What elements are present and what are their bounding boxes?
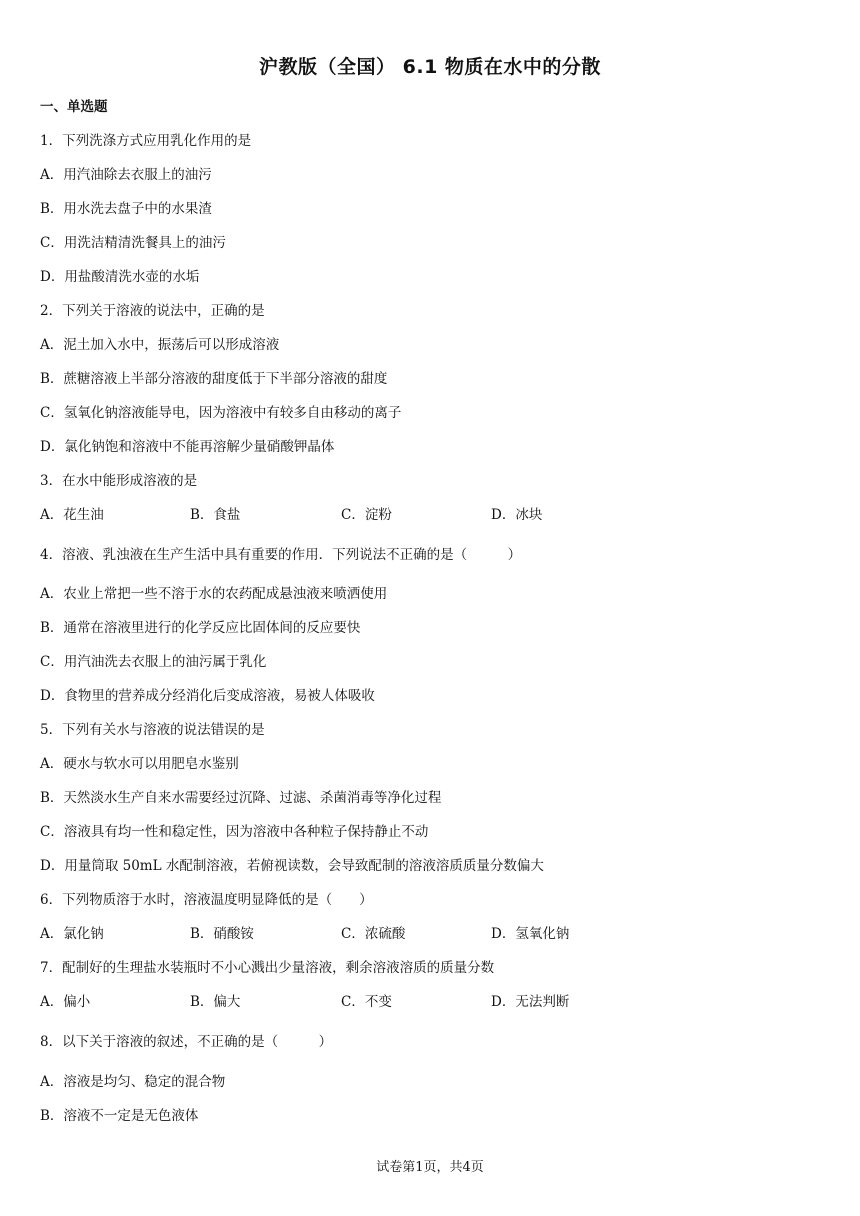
question-6-option-c: C．浓硫酸 <box>341 926 406 942</box>
page-footer: 试卷第1页，共4页 <box>376 1160 484 1175</box>
question-3-stem: 3．在水中能形成溶液的是 <box>40 473 198 489</box>
question-1-option-a: A．用汽油除去衣服上的油污 <box>40 167 212 183</box>
question-4-option-d: D．食物里的营养成分经消化后变成溶液，易被人体吸收 <box>40 688 375 704</box>
question-1-option-c: C．用洗洁精清洗餐具上的油污 <box>40 235 226 251</box>
question-1-stem: 1．下列洗涤方式应用乳化作用的是 <box>40 133 252 149</box>
question-3-option-b: B．食盐 <box>190 507 241 523</box>
question-3-option-a: A．花生油 <box>40 507 104 523</box>
question-1-option-b: B．用水洗去盘子中的水果渣 <box>40 201 212 217</box>
question-4-stem: 4．溶液、乳浊液在生产生活中具有重要的作用．下列说法不正确的是（ ） <box>40 547 522 563</box>
question-2-option-a: A．泥土加入水中，振荡后可以形成溶液 <box>40 337 280 353</box>
question-5-option-c: C．溶液具有均一性和稳定性，因为溶液中各种粒子保持静止不动 <box>40 824 429 840</box>
question-5-option-b: B．天然淡水生产自来水需要经过沉降、过滤、杀菌消毒等净化过程 <box>40 790 442 806</box>
question-2-option-c: C．氢氧化钠溶液能导电，因为溶液中有较多自由移动的离子 <box>40 405 402 421</box>
question-6-option-b: B．硝酸铵 <box>190 926 254 942</box>
question-2-option-d: D．氯化钠饱和溶液中不能再溶解少量硝酸钾晶体 <box>40 439 335 455</box>
question-8-stem: 8．以下关于溶液的叙述，不正确的是（ ） <box>40 1034 333 1050</box>
question-6-option-d: D．氢氧化钠 <box>491 926 570 942</box>
question-1-option-d: D．用盐酸清洗水壶的水垢 <box>40 269 200 285</box>
question-7-option-d: D．无法判断 <box>491 994 570 1010</box>
question-5-option-a: A．硬水与软水可以用肥皂水鉴别 <box>40 756 239 772</box>
question-8-option-b: B．溶液不一定是无色液体 <box>40 1108 199 1124</box>
question-5-option-d: D．用量筒取 50mL 水配制溶液，若俯视读数，会导致配制的溶液溶质质量分数偏大 <box>40 858 544 874</box>
question-7-option-a: A．偏小 <box>40 994 91 1010</box>
question-6-options <box>40 922 780 942</box>
question-3-option-c: C．淀粉 <box>341 507 392 523</box>
question-3-options <box>40 503 780 523</box>
question-3-option-d: D．冰块 <box>491 507 543 523</box>
question-4-option-a: A．农业上常把一些不溶于水的农药配成悬浊液来喷洒使用 <box>40 586 388 602</box>
question-7-stem: 7．配制好的生理盐水装瓶时不小心溅出少量溶液，剩余溶液溶质的质量分数 <box>40 960 495 976</box>
question-5-stem: 5．下列有关水与溶液的说法错误的是 <box>40 722 265 738</box>
question-8-option-a: A．溶液是均匀、稳定的混合物 <box>40 1074 226 1090</box>
question-7-option-c: C．不变 <box>341 994 392 1010</box>
question-4-option-c: C．用汽油洗去衣服上的油污属于乳化 <box>40 654 267 670</box>
question-2-stem: 2．下列关于溶液的说法中，正确的是 <box>40 303 265 319</box>
question-6-stem: 6．下列物质溶于水时，溶液温度明显降低的是（ ） <box>40 892 373 908</box>
question-2-option-b: B．蔗糖溶液上半部分溶液的甜度低于下半部分溶液的甜度 <box>40 371 388 387</box>
question-4-option-b: B．通常在溶液里进行的化学反应比固体间的反应要快 <box>40 620 361 636</box>
question-6-option-a: A．氯化钠 <box>40 926 104 942</box>
page-title: 沪教版（全国） 6.1 物质在水中的分散 <box>259 56 601 78</box>
section-heading: 一、单选题 <box>40 99 108 115</box>
question-7-options <box>40 990 780 1010</box>
question-7-option-b: B．偏大 <box>190 994 241 1010</box>
